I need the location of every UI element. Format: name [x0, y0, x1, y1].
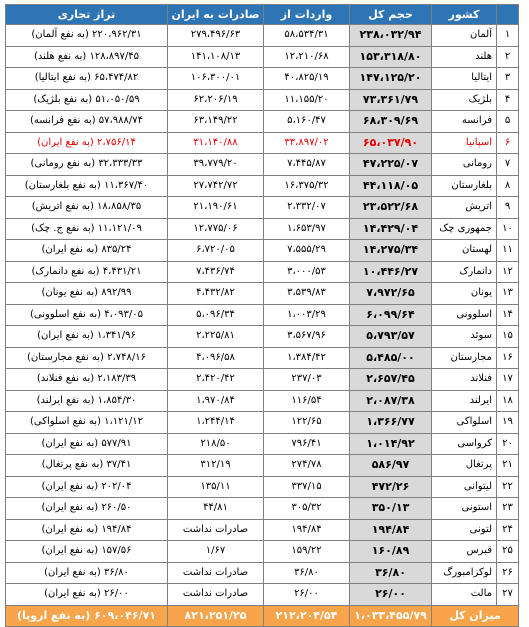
row-imports: ۳۳۷/۱۵ [264, 476, 350, 498]
row-volume: ۱۹۴/۸۴ [350, 519, 432, 541]
row-exports: صادرات نداشت [168, 562, 264, 584]
row-volume: ۱۰،۴۴۶/۲۷ [350, 261, 432, 283]
row-index: ۱۹ [497, 412, 519, 434]
row-volume: ۲،۶۵۷/۴۵ [350, 369, 432, 391]
row-exports: ۲،۴۲۰/۴۲ [168, 369, 264, 391]
row-exports: ۴۴/۸۱ [168, 498, 264, 520]
row-exports: ۲۷۹،۴۹۶/۶۳ [168, 25, 264, 47]
row-index: ۱۰ [497, 218, 519, 240]
row-index: ۳ [497, 68, 519, 90]
row-imports: ۱۱،۱۵۵/۲۰ [264, 89, 350, 111]
row-volume: ۴۷۲/۲۶ [350, 476, 432, 498]
row-volume: ۴۷،۲۲۵/۰۷ [350, 154, 432, 176]
table-row [6, 197, 519, 219]
row-country: لتونی [432, 519, 497, 541]
table-row [6, 433, 519, 455]
row-balance: ۱۱،۱۲۱/۰۹ (به نفع ج. چک) [6, 218, 168, 240]
row-imports: ۱،۰۰۳/۲۹ [264, 304, 350, 326]
row-balance: ۳۷/۴۱ (به نفع پرتغال) [6, 455, 168, 477]
row-imports: ۷۹۶/۴۱ [264, 433, 350, 455]
row-exports: ۱،۲۴۴/۱۴ [168, 412, 264, 434]
row-index: ۱۴ [497, 304, 519, 326]
row-index: ۲۳ [497, 498, 519, 520]
row-balance: ۵۱،۰۵۰/۵۹ (به نفع بلژیک) [6, 89, 168, 111]
row-country: فنلاند [432, 369, 497, 391]
row-imports: ۳،۵۳۹/۸۳ [264, 283, 350, 305]
table-row [6, 347, 519, 369]
row-volume: ۶،۰۹۹/۶۴ [350, 304, 432, 326]
row-volume: ۱۴۷،۱۲۵/۲۰ [350, 68, 432, 90]
row-exports: ۷،۴۳۶/۷۴ [168, 261, 264, 283]
row-volume: ۷۳،۳۶۱/۷۹ [350, 89, 432, 111]
row-balance: ۱۱،۳۶۷/۴۰ (به نفع بلغارستان) [6, 175, 168, 197]
row-exports: ۱۴۱،۱۰۸/۱۳ [168, 46, 264, 68]
row-country: اتریش [432, 197, 497, 219]
row-balance: ۲۲۰،۹۶۲/۳۱ (به نفع آلمان) [6, 25, 168, 47]
total-imports: ۲۱۲،۲۰۴/۵۴ [264, 605, 350, 627]
row-exports: ۴،۴۳۲/۸۲ [168, 283, 264, 305]
row-exports: ۳۹،۷۷۹/۲۰ [168, 154, 264, 176]
row-country: مجارستان [432, 347, 497, 369]
table-row [6, 283, 519, 305]
table-row [6, 25, 519, 47]
table-body [6, 25, 519, 606]
row-volume: ۲۶/۰۰ [350, 584, 432, 606]
row-balance: ۲،۱۸۳/۳۹ (به نفع فنلاند) [6, 369, 168, 391]
table-row [6, 240, 519, 262]
row-exports: ۶۲،۲۰۶/۱۹ [168, 89, 264, 111]
row-balance: ۱۸،۸۵۸/۳۵ (به نفع اتریش) [6, 197, 168, 219]
row-country: اسلواکی [432, 412, 497, 434]
table-row [6, 562, 519, 584]
total-exports: ۸۲۱،۲۵۱/۲۵ [168, 605, 264, 627]
table-row [6, 111, 519, 133]
row-index: ۱۳ [497, 283, 519, 305]
row-country: یونان [432, 283, 497, 305]
row-index: ۱۲ [497, 261, 519, 283]
row-country: لیتوانی [432, 476, 497, 498]
row-exports: ۲،۲۲۵/۸۱ [168, 326, 264, 348]
row-index: ۹ [497, 197, 519, 219]
row-country: ایرلند [432, 390, 497, 412]
row-country: سوئد [432, 326, 497, 348]
row-imports: ۳۰۵/۳۲ [264, 498, 350, 520]
table-row [6, 498, 519, 520]
row-imports: ۳،۵۶۷/۹۶ [264, 326, 350, 348]
table-row [6, 218, 519, 240]
row-country: دانمارک [432, 261, 497, 283]
row-index: ۱۱ [497, 240, 519, 262]
row-imports: ۲۷۴/۷۸ [264, 455, 350, 477]
total-balance: ۶۰۹،۰۴۶/۷۱ (به نفع اروپا) [6, 605, 168, 627]
row-volume: ۲،۰۸۷/۳۸ [350, 390, 432, 412]
row-balance: ۱۲۸،۸۹۷/۴۵ (به نفع هلند) [6, 46, 168, 68]
row-balance: ۱،۱۲۱/۱۲ (به نفع اسلواکی) [6, 412, 168, 434]
row-country: جمهوری چک [432, 218, 497, 240]
row-balance: ۸۹۲/۹۹ (به نفع یونان) [6, 283, 168, 305]
table-row [6, 369, 519, 391]
table-row [6, 541, 519, 563]
row-balance: ۲۰۲/۰۴ (به نفع ایران) [6, 476, 168, 498]
row-index: ۸ [497, 175, 519, 197]
row-volume: ۵،۷۹۳/۵۷ [350, 326, 432, 348]
row-balance: ۶۵،۴۷۴/۸۲ (به نفع ایتالیا) [6, 68, 168, 90]
table-row [6, 154, 519, 176]
row-balance: ۱،۳۴۱/۹۶ (به نفع ایران) [6, 326, 168, 348]
row-index: ۲۷ [497, 584, 519, 606]
row-country: لهستان [432, 240, 497, 262]
table-row [6, 68, 519, 90]
row-imports: ۷،۵۵۵/۲۹ [264, 240, 350, 262]
table-row [6, 519, 519, 541]
row-balance: ۱،۸۵۴/۳۰ (به نفع ایرلند) [6, 390, 168, 412]
table-row [6, 175, 519, 197]
row-exports: ۲۱،۱۹۰/۶۱ [168, 197, 264, 219]
row-country: اسپانیا [432, 132, 497, 154]
header-balance: تراز تجاری [6, 5, 168, 25]
row-country: آلمان [432, 25, 497, 47]
row-exports: ۱۰۶،۳۰۰/۰۱ [168, 68, 264, 90]
row-volume: ۴۴،۱۱۸/۰۵ [350, 175, 432, 197]
row-imports: ۱۲۲/۶۵ [264, 412, 350, 434]
header-row [6, 5, 519, 25]
row-balance: ۴،۴۳۱/۲۱ (به نفع دانمارک) [6, 261, 168, 283]
row-volume: ۳۵۰/۱۳ [350, 498, 432, 520]
total-row [6, 605, 519, 627]
trade-table-container [5, 4, 519, 627]
row-balance: ۵۷،۹۸۸/۷۴ (به نفع فرانسه) [6, 111, 168, 133]
row-country: ایتالیا [432, 68, 497, 90]
row-balance: ۲،۷۴۸/۱۶ (به نفع مجارستان) [6, 347, 168, 369]
row-imports: ۴۰،۸۲۵/۱۹ [264, 68, 350, 90]
row-index: ۱ [497, 25, 519, 47]
row-balance: ۸۳۵/۲۴ (به نفع ایران) [6, 240, 168, 262]
row-index: ۲۴ [497, 519, 519, 541]
row-index: ۲ [497, 46, 519, 68]
header-imports: واردات از [264, 5, 350, 25]
row-exports: ۵،۰۹۶/۳۴ [168, 304, 264, 326]
row-country: اسلوونی [432, 304, 497, 326]
row-balance: ۱۹۴/۸۴ (به نفع ایران) [6, 519, 168, 541]
row-exports: صادرات نداشت [168, 584, 264, 606]
total-label: میزان کل [432, 605, 519, 627]
row-exports: ۴،۰۹۶/۵۸ [168, 347, 264, 369]
row-volume: ۱۴،۲۷۵/۳۴ [350, 240, 432, 262]
row-volume: ۷،۹۷۲/۶۵ [350, 283, 432, 305]
row-volume: ۲۳،۵۲۲/۶۸ [350, 197, 432, 219]
row-balance: ۵۷۷/۹۱ (به نفع ایران) [6, 433, 168, 455]
header-country: کشور [432, 5, 497, 25]
row-index: ۱۶ [497, 347, 519, 369]
row-volume: ۱۶۰/۸۹ [350, 541, 432, 563]
row-exports: ۱۳۵/۱۱ [168, 476, 264, 498]
row-country: قبرس [432, 541, 497, 563]
row-imports: ۱۹۴/۸۴ [264, 519, 350, 541]
row-volume: ۳۶/۸۰ [350, 562, 432, 584]
row-imports: ۳،۰۰۰/۵۳ [264, 261, 350, 283]
row-index: ۷ [497, 154, 519, 176]
row-imports: ۵۸،۵۳۴/۳۱ [264, 25, 350, 47]
row-imports: ۵،۱۶۰/۴۷ [264, 111, 350, 133]
row-balance: ۲۶۰/۵۰ (به نفع ایران) [6, 498, 168, 520]
row-volume: ۲۳۸،۰۳۲/۹۴ [350, 25, 432, 47]
row-exports: ۱۲،۷۷۵/۰۶ [168, 218, 264, 240]
row-imports: ۲،۳۳۲/۰۷ [264, 197, 350, 219]
trade-balance-table [5, 4, 519, 627]
row-imports: ۱۶،۳۷۵/۳۲ [264, 175, 350, 197]
row-index: ۲۰ [497, 433, 519, 455]
table-row [6, 455, 519, 477]
header-volume: حجم کل [350, 5, 432, 25]
row-volume: ۱،۰۱۴/۹۲ [350, 433, 432, 455]
row-country: مالت [432, 584, 497, 606]
row-index: ۱۸ [497, 390, 519, 412]
row-country: رومانی [432, 154, 497, 176]
row-imports: ۳۳،۸۹۷/۰۲ [264, 132, 350, 154]
table-row [6, 132, 519, 154]
row-balance: ۳۶/۸۰ (به نفع ایران) [6, 562, 168, 584]
row-balance: ۲،۷۵۶/۱۴ (به نفع ایران) [6, 132, 168, 154]
row-exports: ۱،۹۷۰/۸۴ [168, 390, 264, 412]
row-country: هلند [432, 46, 497, 68]
row-imports: ۲۳۷/۰۳ [264, 369, 350, 391]
row-imports: ۷،۴۴۵/۸۷ [264, 154, 350, 176]
header-exports: صادرات به ایران [168, 5, 264, 25]
row-volume: ۵،۴۸۵/۰۰ [350, 347, 432, 369]
table-row [6, 412, 519, 434]
row-exports: ۱/۶۷ [168, 541, 264, 563]
row-country: لوکزامبورگ [432, 562, 497, 584]
row-country: فرانسه [432, 111, 497, 133]
table-row [6, 390, 519, 412]
total-volume: ۱،۰۳۳،۴۵۵/۷۹ [350, 605, 432, 627]
row-imports: ۳۶/۸۰ [264, 562, 350, 584]
row-index: ۲۱ [497, 455, 519, 477]
table-row [6, 89, 519, 111]
row-exports: ۲۱۸/۵۰ [168, 433, 264, 455]
row-imports: ۱۵۹/۲۲ [264, 541, 350, 563]
row-balance: ۳۲،۳۳۳/۳۳ (به نفع رومانی) [6, 154, 168, 176]
row-index: ۱۷ [497, 369, 519, 391]
row-imports: ۱،۳۸۴/۴۲ [264, 347, 350, 369]
row-imports: ۱۱۶/۵۴ [264, 390, 350, 412]
row-balance: ۴،۰۹۳/۰۵ (به نفع اسلوونی) [6, 304, 168, 326]
row-exports: صادرات نداشت [168, 519, 264, 541]
row-exports: ۲۷،۷۴۲/۷۲ [168, 175, 264, 197]
row-exports: ۳۱۲/۱۹ [168, 455, 264, 477]
row-index: ۲۵ [497, 541, 519, 563]
row-index: ۶ [497, 132, 519, 154]
row-country: استونی [432, 498, 497, 520]
row-index: ۲۲ [497, 476, 519, 498]
row-country: بلغارستان [432, 175, 497, 197]
row-country: کرواسی [432, 433, 497, 455]
table-row [6, 304, 519, 326]
row-country: پرتغال [432, 455, 497, 477]
row-balance: ۲۶/۰۰ (به نفع ایران) [6, 584, 168, 606]
table-row [6, 46, 519, 68]
row-exports: ۶،۷۲۰/۰۵ [168, 240, 264, 262]
row-volume: ۱۵۳،۳۱۸/۸۰ [350, 46, 432, 68]
table-row [6, 476, 519, 498]
row-index: ۴ [497, 89, 519, 111]
row-index: ۱۵ [497, 326, 519, 348]
row-imports: ۱،۶۵۳/۹۷ [264, 218, 350, 240]
row-country: بلژیک [432, 89, 497, 111]
row-index: ۵ [497, 111, 519, 133]
row-volume: ۶۵،۰۳۷/۹۰ [350, 132, 432, 154]
table-row [6, 584, 519, 606]
table-row [6, 326, 519, 348]
row-volume: ۵۸۶/۹۷ [350, 455, 432, 477]
header-index [497, 5, 519, 25]
row-imports: ۲۶/۰۰ [264, 584, 350, 606]
row-volume: ۱،۳۶۶/۷۷ [350, 412, 432, 434]
row-balance: ۱۵۷/۵۶ (به نفع ایران) [6, 541, 168, 563]
row-index: ۲۶ [497, 562, 519, 584]
row-exports: ۶۳،۱۴۹/۲۲ [168, 111, 264, 133]
table-row [6, 261, 519, 283]
row-imports: ۱۲،۲۱۰/۶۸ [264, 46, 350, 68]
row-volume: ۱۴،۴۲۹/۰۴ [350, 218, 432, 240]
row-exports: ۳۱،۱۴۰/۸۸ [168, 132, 264, 154]
row-volume: ۶۸،۳۰۹/۶۹ [350, 111, 432, 133]
